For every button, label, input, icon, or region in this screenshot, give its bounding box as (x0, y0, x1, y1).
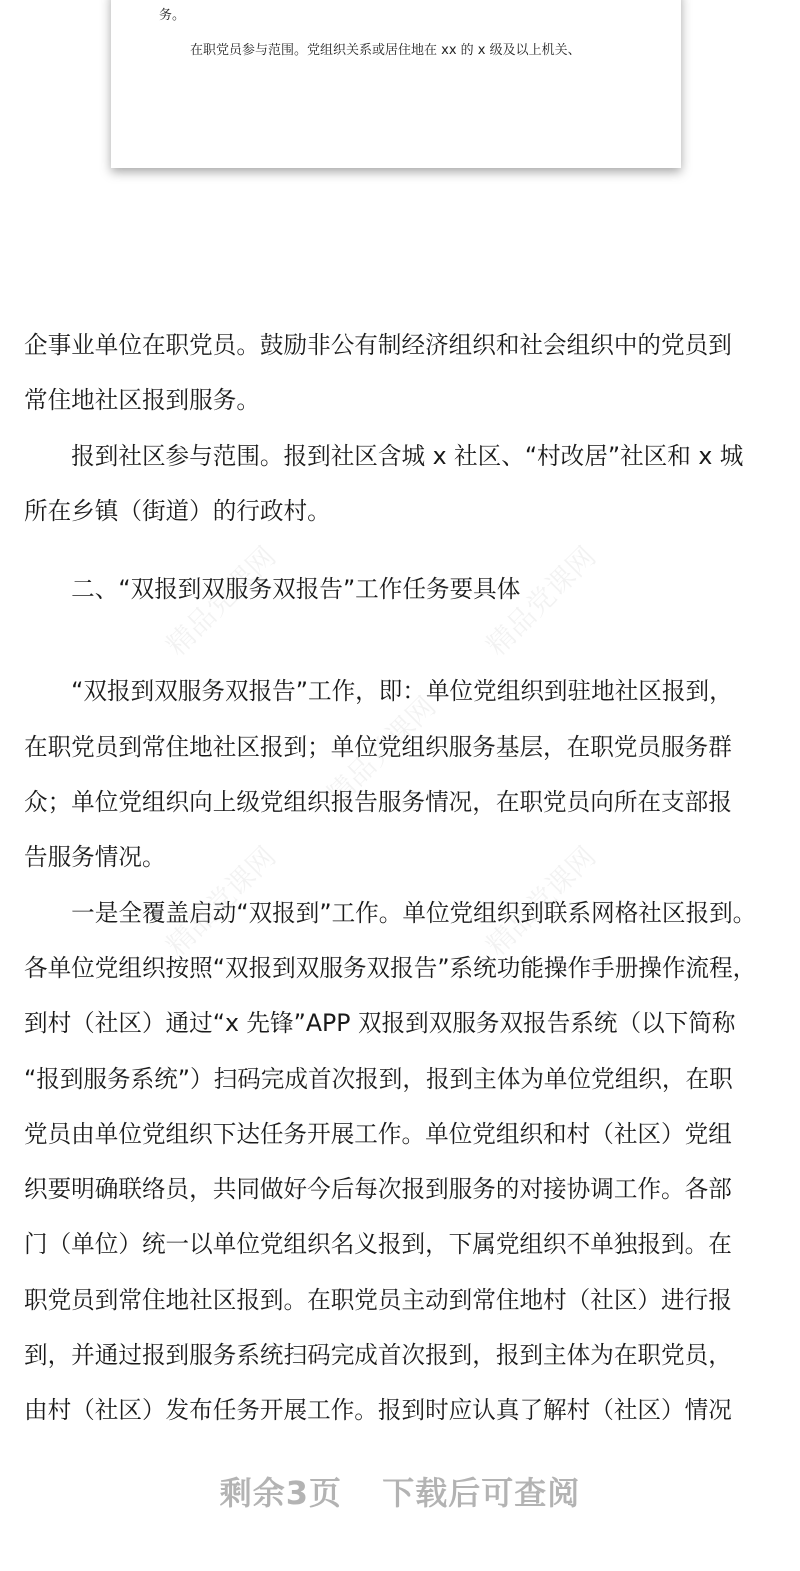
remaining-pages-label: 剩余3页 (219, 1474, 343, 1512)
watermark: 精品党课网 (159, 839, 283, 963)
paragraph: “双报到双服务双报告”工作，即：单位党组织到驻地社区报到， 在职党员到常住地社区报到；单位党组织服务基层，在职党员服务群 众；单位党组织向上级党组织报告服务情况，在职党员向所在支部报 告服务情况。 (24, 677, 733, 872)
preview-text-line: 在职党员参与范围。党组织关系或居住地在 xx 的 x 级及以上机关、 (190, 43, 581, 58)
paragraph: 报到社区参与范围。报到社区含城 x 社区、“村改居”社区和 x 城 所在乡镇（街道）的行政村。 (24, 441, 744, 525)
paragraph: 企事业单位在职党员。鼓励非公有制经济组织和社会组织中的党员到 常住地社区报到服务。 (24, 331, 732, 415)
remaining-pages-bar[interactable] (0, 1468, 800, 1514)
section-heading: 二、“双报到双服务双报告”工作任务要具体 (24, 575, 521, 604)
preview-text-line: 务。 (159, 8, 186, 23)
watermark: 精品党课网 (319, 689, 443, 813)
download-to-view-label: 下载后可查阅 (382, 1474, 581, 1512)
watermark: 精品党课网 (159, 539, 283, 663)
document-body (24, 318, 776, 1439)
paragraph: 一是全覆盖启动“双报到”工作。单位党组织到联系网格社区报到。 各单位党组织按照“双报到双服务双报告”系统功能操作手册操作流程， 到村（社区）通过“x 先锋”APP 双报到双服务双报告系统（以下简称 “报到服务系统”）扫码完成首次报到，报到主体为单位党组织，在职 党员由单位党组织下达任务开展工作。单位党组织和村（社区）党组 织要明确联络员，共同做好今后每次报到服务的对接协调工作。各部 门（单位）统一以单位党组织名义报到，下属党组织不单独报到。在 职党员到常住地社区报到。在职党员主动到常住地村（社区）进行报 到，并通过报到服务系统扫码完成首次报到，报到主体为在职党员， 由村（社区）发布任务开展工作。报到时应认真了解村（社区）情况 (24, 898, 757, 1425)
watermark: 精品党课网 (479, 539, 603, 663)
watermark: 精品党课网 (479, 839, 603, 963)
previous-page-preview (111, 0, 681, 168)
